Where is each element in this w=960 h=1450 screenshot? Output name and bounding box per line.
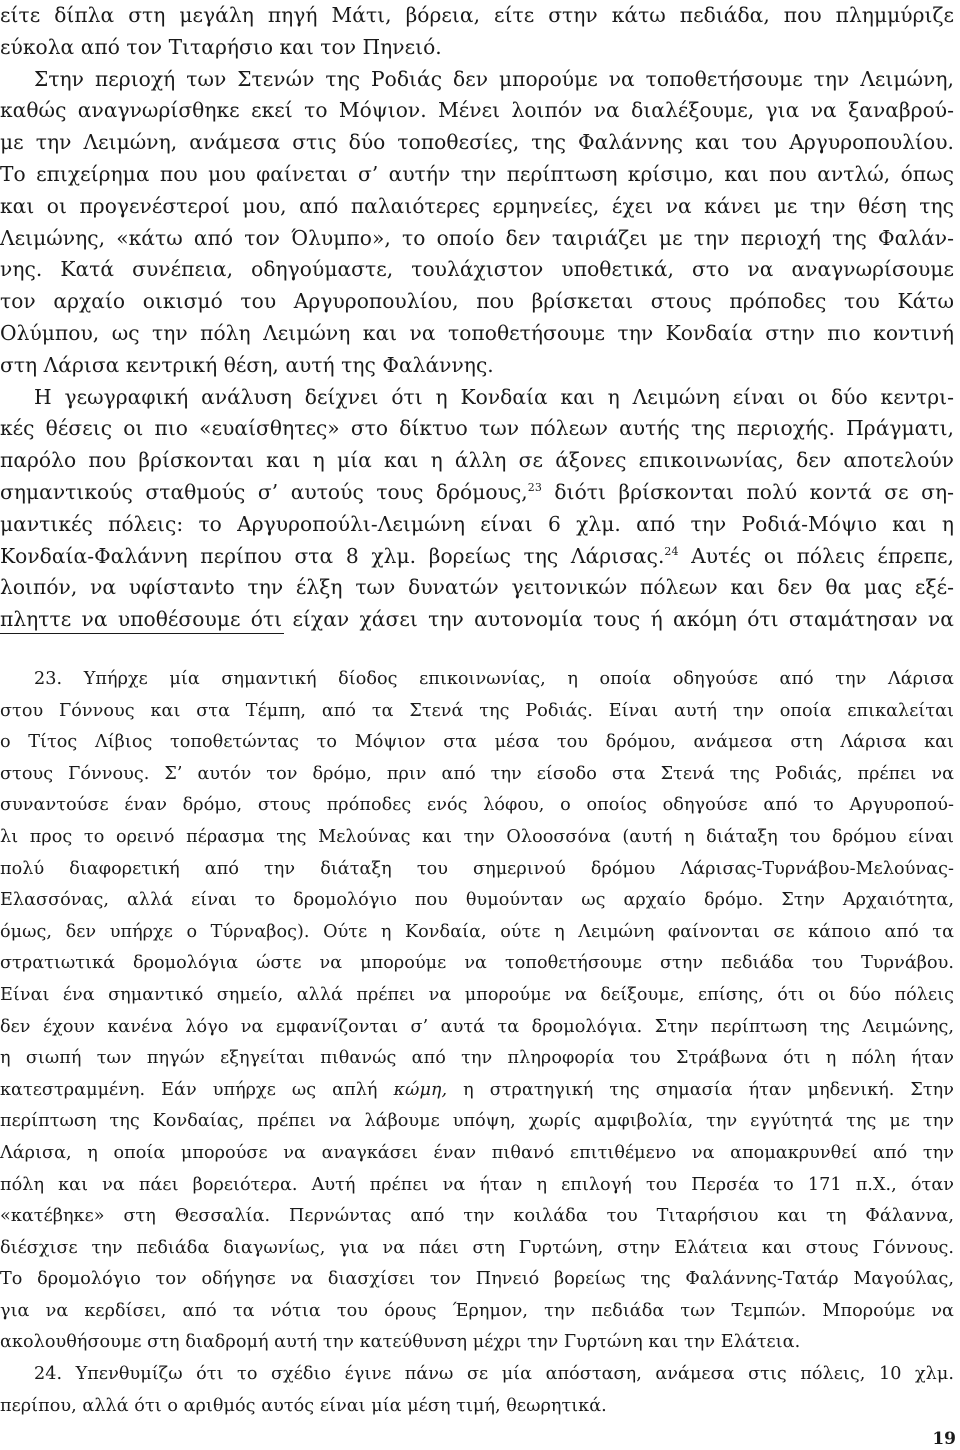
- footnote-line-text: πόλη και να πάει βορειότερα. Αυτή πρέπει να ήταν η επιλογή του Περσέα το 171 π.Χ., όταν: [0, 1174, 954, 1195]
- body-line: [0, 159, 954, 191]
- body-line-text: στη Λάρισα κεντρική θέση, αυτή της Φαλάννης.: [0, 352, 494, 377]
- body-line: [0, 509, 954, 541]
- page-number: 19: [932, 1429, 956, 1449]
- footnote-reference[interactable]: 24: [664, 544, 679, 558]
- footnote-line-text: Το δρομολόγιο τον οδήγησε να διασχίσει τον Πηνειό βορείως της Φαλάννης-Τατάρ Μαγούλας,: [0, 1269, 954, 1290]
- footnote-line-text: πολύ διαφορετική από την διάταξη του σημερινού δρόμου Λάρισας-Τυρνάβου-Μελούνας-: [0, 858, 954, 879]
- footnote-line-text: λι προς το ορεινό πέρασμα της Μελούνας και την Ολοοσσόνα (αυτή η διάταξη του δρόμου είναι: [0, 826, 954, 847]
- footnote-line-text: δεν έχουν κανένα λόγο να εμφανίζονται σ’ αυτά τα δρομολόγια. Στην περίπτωση της Λειμώνης,: [0, 1016, 954, 1037]
- footnote-line: [0, 1201, 954, 1233]
- body-line-text: είτε δίπλα στη μεγάλη πηγή Μάτι, βόρεια, είτε στην κάτω πεδιάδα, που πλημμύριζε: [0, 3, 954, 27]
- body-line: [0, 286, 954, 318]
- footnote-line-text: περίπτωση της Κονδαίας, πρέπει να λάβουμε υπόψη, χωρίς αμφιβολία, την εγγύτητά της με την: [0, 1111, 954, 1132]
- footnote-line-text: διέσχισε την πεδιάδα διαγωνίως, για να πάει στη Γυρτώνη, στην Ελάτεια και στους Γόννους.: [0, 1237, 954, 1258]
- footnote-line-text: στρατιωτικά δρομολόγια ώστε να μπορούμε να τοποθετήσουμε στην πεδιάδα του Τυρνάβου.: [0, 953, 954, 974]
- footnote-line: [0, 1170, 954, 1202]
- body-line: [0, 95, 954, 127]
- body-line-text: παρόλο που βρίσκονται και η μία και η άλλη σε άξονες επικοινωνίας, δεν αποτελούν: [0, 448, 954, 473]
- footnote-line-text: κατεστραμμένη. Εάν υπήρχε ως απλή: [0, 1079, 394, 1100]
- footnote-line-text: Ελασσόνας, αλλά είναι το δρομολόγιο που θυμούνταν ως αρχαίο δρόμο. Στην Αρχαιότητα,: [0, 890, 954, 911]
- footnote-line-text: Λάρισα, η οποία μπορούσε να αναγκάσει έναν πιθανό επιτιθέμενο να απομακρυνθεί από την: [0, 1142, 954, 1163]
- body-line-text: τον αρχαίο οικισμό του Αργυροπουλίου, που βρίσκεται στους πρόποδες του Κάτω: [0, 289, 954, 314]
- footnote-line-text: «κατέβηκε» στη Θεσσαλία. Περνώντας από την κοιλάδα του Τιταρήσιου και τη Φάλαννα,: [0, 1206, 954, 1227]
- body-line-text: σημαντικούς σταθμούς σ’ αυτούς τους δρόμους,: [0, 479, 528, 504]
- body-line-text: λοιπόν, να υφίστανto την έλξη των δυνατών γειτονικών πόλεων και δεν θα μας εξέ-: [0, 575, 954, 600]
- body-line: [0, 350, 954, 382]
- body-line-text: Κονδαία-Φαλάννη περίπου στα 8 χλμ. βορείως της Λάρισας.: [0, 543, 665, 568]
- footnote-line-text: 23. Υπήρχε μία σημαντική δίοδος επικοινωνίας, η οποία οδηγούσε από την Λάρισα: [34, 669, 954, 689]
- footnote-line-text: περίπου, αλλά ότι ο αριθμός αυτός είναι μία μέση τιμή, θεωρητικά.: [0, 1395, 607, 1416]
- footnote-line: [0, 759, 954, 791]
- body-line-text: εύκολα από τον Τιταρήσιο και τον Πηνειό.: [0, 34, 442, 59]
- body-line: [0, 32, 954, 64]
- body-line-text: και οι προγενέστεροί μου, από παλαιότερες ερμηνείες, έχει να κάνει με την θέση της: [0, 193, 954, 218]
- footnote-line-text: Είναι ένα σημαντικό σημείο, αλλά πρέπει να μπορούμε να δείξουμε, επίσης, ότι οι δύο πόλεις: [0, 984, 954, 1005]
- body-line: [0, 127, 954, 159]
- footnote-reference[interactable]: 23: [527, 480, 542, 494]
- footnote-line: [0, 1043, 954, 1075]
- body-line-text-continued: Αυτές οι πόλεις έπρεπε,: [678, 543, 954, 568]
- footnote-line: [0, 980, 954, 1012]
- footnote-line: [0, 822, 954, 854]
- body-line: [0, 413, 954, 445]
- footnote-line: [0, 885, 954, 917]
- footnote-line: [0, 854, 954, 886]
- body-line-text: με την Λειμώνη, ανάμεσα στις δύο τοποθεσίες, της Φαλάννης και του Αργυροπουλίου.: [0, 130, 954, 155]
- footnote-line: [0, 1012, 954, 1044]
- body-line-text: Λειμώνης, «κάτω από τον Όλυμπο», το οποίο δεν ταιριάζει με την περιοχή της Φαλάν-: [0, 225, 954, 250]
- footnote-line-text: στους Γόννους. Σ’ αυτόν τον δρόμο, πριν από την είσοδο στα Στενά της Ροδιάς, πρέπει να: [0, 763, 954, 784]
- body-line: [0, 382, 954, 414]
- body-line: [0, 445, 954, 477]
- body-line-text: Στην περιοχή των Στενών της Ροδιάς δεν μπορούμε να τοποθετήσουμε την Λειμώνη,: [34, 66, 954, 91]
- footnote-line-text: ο Τίτος Λίβιος τοποθετώντας το Μόψιον στα μέσα του δρόμου, ανάμεσα στη Λάρισα και: [0, 732, 954, 753]
- footnote-line-text: όμως, δεν υπήρχε ο Τύρναβος). Ούτε η Κονδαία, ούτε η Λειμώνη φαίνονται σε κάποιο από τα: [0, 921, 954, 942]
- body-line: [0, 0, 954, 32]
- footnote-line: [0, 1296, 954, 1328]
- footnote-line-text: 24. Υπενθυμίζω ότι το σχέδιο έγινε πάνω σε μία απόσταση, ανάμεσα στις πόλεις, 10 χλμ.: [34, 1364, 954, 1385]
- body-line: [0, 477, 954, 509]
- body-line-text: Ολύμπου, ως την πόλη Λειμώνη και να τοποθετήσουμε την Κονδαία στην πιο κοντινή: [0, 320, 954, 345]
- footnote-line: [0, 1264, 954, 1296]
- body-line: [0, 191, 954, 223]
- footnote-line: [0, 948, 954, 980]
- main-text: [0, 0, 954, 636]
- footnote-separator: [0, 633, 284, 634]
- footnote-line: [0, 1359, 954, 1391]
- body-line-text: καθώς αναγνωρίσθηκε εκεί το Μόψιον. Μένει λοιπόν να διαλέξουμε, για να ξαναβρού-: [0, 98, 954, 123]
- body-line: [0, 64, 954, 96]
- body-line: [0, 604, 954, 636]
- body-line: [0, 318, 954, 350]
- footnote-line: [0, 1138, 954, 1170]
- footnote-line-text: ακολουθήσουμε στη διαδρομή αυτή την κατεύθυνση μέχρι την Γυρτώνη και την Ελάτεια.: [0, 1332, 801, 1353]
- body-line-text: Το επιχείρημα που μου φαίνεται σ’ αυτήν την περίπτωση κρίσιμο, και που αντλώ, όπως: [0, 161, 954, 186]
- footnote-line: [0, 917, 954, 949]
- body-line-text: κές θέσεις οι πιο «ευαίσθητες» στο δίκτυο των πόλεων αυτής της περιοχής. Πράγματι,: [0, 416, 954, 441]
- body-line-text: μαντικές πόλεις: το Αργυροπούλι-Λειμώνη είναι 6 χλμ. από την Ροδιά-Μόψιο και η: [0, 511, 954, 536]
- footnote-line: [0, 1233, 954, 1265]
- body-line: [0, 223, 954, 255]
- body-line-text: νης. Κατά συνέπεια, οδηγούμαστε, τουλάχιστον υποθετικά, στο να αναγνωρίσουμε: [0, 257, 954, 282]
- body-line: [0, 572, 954, 604]
- footnote-line-text: στου Γόννους και στα Τέμπη, από τα Στενά της Ροδιάς. Είναι αυτή την οποία επικαλείται: [0, 700, 954, 721]
- italic-term: κώμη,: [393, 1079, 448, 1100]
- body-line: [0, 541, 954, 573]
- footnote-line-text: για να κερδίσει, από τα νότια του όρους Έρημον, την πεδιάδα των Τεμπών. Μπορούμε να: [0, 1300, 954, 1321]
- footnote-line: [0, 664, 954, 696]
- body-line-text-continued: διότι βρίσκονται πολύ κοντά σε ση-: [541, 479, 954, 504]
- footnote-line: [0, 1075, 954, 1107]
- body-line-text: Η γεωγραφική ανάλυση δείχνει ότι η Κονδαία και η Λειμώνη είναι οι δύο κεντρι-: [34, 384, 954, 409]
- footnote-line: [0, 696, 954, 728]
- footnote-line-text: συναντούσε έναν δρόμο, στους πρόποδες ενός λόφου, ο οποίος οδηγούσε από το Αργυροπού-: [0, 795, 954, 816]
- footnote-line-text-continued: η στρατηγική της σημασία ήταν μηδενική. Στην: [447, 1079, 954, 1100]
- body-line: [0, 254, 954, 286]
- footnote-line: [0, 1391, 954, 1423]
- footnote-line-text: η σιωπή των πηγών εξηγείται πιθανώς από την πληροφορία του Στράβωνα ότι η πόλη ήταν: [0, 1048, 954, 1069]
- footnote-line: [0, 790, 954, 822]
- footnotes: [0, 664, 954, 1422]
- body-line-text: πληττε να υποθέσουμε ότι είχαν χάσει την αυτονομία τους ή ακόμη ότι σταμάτησαν να: [0, 607, 954, 632]
- footnote-line: [0, 727, 954, 759]
- footnote-line: [0, 1106, 954, 1138]
- footnote-line: [0, 1327, 954, 1359]
